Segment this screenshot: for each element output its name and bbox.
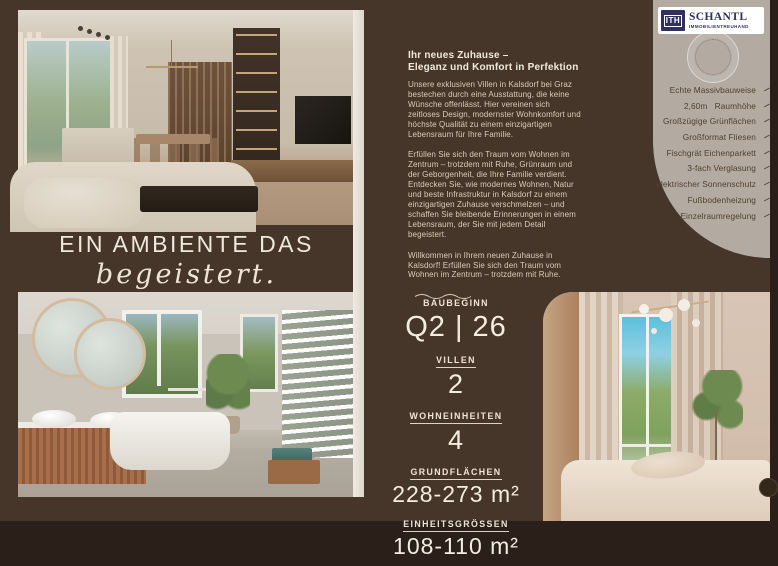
- feature-item: [653, 130, 770, 146]
- feature-label: Großzügige Grünflächen: [662, 116, 756, 127]
- logo-text: [689, 12, 749, 30]
- stat-label: VILLEN: [436, 355, 476, 368]
- stool: [268, 460, 320, 484]
- sofa-cushion: [24, 178, 144, 228]
- feature-item: [653, 114, 770, 130]
- stat-value: 108-110 m²: [393, 532, 519, 559]
- check-icon: [764, 213, 770, 217]
- check-icon: [764, 103, 770, 107]
- seal-stamp-icon: [687, 31, 739, 83]
- feature-label: elektrischer Sonnenschutz: [656, 179, 756, 190]
- globe-chandelier-icon: [639, 304, 649, 314]
- ceiling-spotlights: [78, 26, 83, 31]
- intro-heading: [408, 50, 582, 73]
- feature-list: [653, 83, 770, 224]
- feature-item: [653, 177, 770, 193]
- brand-name: SCHANTL: [689, 10, 748, 23]
- coffee-table: [140, 186, 258, 212]
- seal-inner-ring: [695, 39, 731, 75]
- intro-heading-line2: Eleganz und Komfort in Perfektion: [408, 61, 579, 73]
- feature-label: Einzelraumregelung: [680, 210, 756, 221]
- stat-label: BAUBEGINN: [423, 298, 489, 308]
- company-logo: [658, 7, 764, 34]
- bedroom-photo: [543, 292, 770, 521]
- check-icon: [764, 150, 770, 154]
- intro-text: [408, 50, 582, 300]
- logo-mark-text: ITH: [665, 15, 681, 25]
- check-icon: [764, 166, 770, 170]
- ith-logo-icon: [661, 10, 685, 31]
- shelf-lighting: [236, 34, 277, 172]
- stat-value: Q2 | 26: [405, 310, 507, 343]
- check-icon: [764, 88, 770, 92]
- tagline: [18, 231, 355, 290]
- stat-wohneinheiten: [388, 406, 524, 454]
- project-stats: [388, 293, 524, 566]
- check-icon: [764, 119, 770, 123]
- stat-villen: [388, 350, 524, 398]
- feature-item: [653, 146, 770, 162]
- stat-label: EINHEITSGRÖSSEN: [403, 519, 509, 532]
- feature-label: Echte Massivbauweise: [669, 85, 756, 95]
- pendant-lamp-cord: [171, 40, 172, 67]
- feature-item: [653, 193, 770, 209]
- feature-label: 3-fach Verglasung: [687, 163, 756, 174]
- check-icon: [764, 197, 770, 201]
- feature-item: [653, 83, 770, 99]
- intro-heading-line1: Ihr neues Zuhause –: [408, 50, 509, 61]
- feature-label: Fischgrät Eichenparkett: [666, 147, 756, 158]
- feature-item: [653, 209, 770, 225]
- living-room-photo: [18, 10, 353, 225]
- check-icon: [764, 182, 770, 186]
- page-turn-button[interactable]: [759, 478, 778, 497]
- plant: [206, 354, 250, 418]
- feature-item: [653, 99, 770, 115]
- towel-radiator: [282, 310, 353, 458]
- stat-label: WOHNEINHEITEN: [410, 411, 503, 424]
- stat-value: 228-273 m²: [392, 480, 520, 507]
- check-icon: [764, 135, 770, 139]
- tagline-line2: begeistert.: [95, 259, 278, 290]
- feature-label: 2,60m Raumhöhe: [683, 100, 756, 111]
- window-mullion: [157, 314, 161, 386]
- pendant-lamp: [146, 66, 198, 68]
- tagline-line1: EIN AMBIENTE DAS: [59, 231, 314, 257]
- stat-grundflaechen: [388, 462, 524, 506]
- tv-screen: [295, 96, 351, 144]
- brand-subtitle: IMMOBILIENTREUHAND: [689, 23, 749, 29]
- intro-paragraph-1: Unsere exklusiven Villen in Kalsdorf bei Graz bestechen durch eine Ausstattung, die keine Wünsche offenlässt. Hier vereinen sich zeitloses Design, modernster Wohnkomfort und höchste Qualität zu einem einzigartigen Lebensraum für Ihre Familie.: [408, 80, 581, 139]
- feature-label: Fußbodenheizung: [687, 194, 756, 205]
- stat-einheitsgroessen: [388, 514, 524, 558]
- intro-paragraph-2: Erfüllen Sie sich den Traum vom Wohnen im Zentrum – trotzdem mit Ruhe, Grünraum und der Geborgenheit, die Ihre Familie verdient. Entdecken Sie, wie modernes Wohnen, Natur und beste Infrastruktur in Kalsdorf zu einem einzigartigen Zuhause verschmelzen – und schaffen Sie bleibende Erinnerungen in einem Lebensraum, der Sie mit jedem Detail begeistert.: [408, 150, 576, 239]
- bathroom-photo: [18, 292, 353, 497]
- balcony-rail: [619, 444, 675, 447]
- vessel-sink: [32, 410, 76, 428]
- intro-paragraph-3: Willkommen in Ihrem neuen Zuhause in Kalsdorf! Erfüllen Sie sich den Traum vom Wohnen im Zentrum – trotzdem mit Ruhe.: [408, 250, 562, 280]
- dining-table: [136, 134, 210, 144]
- stat-label: GRUNDFLÄCHEN: [410, 467, 501, 480]
- plant: [691, 370, 743, 450]
- stat-baubeginn: [388, 293, 524, 342]
- bathtub: [110, 412, 230, 470]
- stat-value: 4: [447, 424, 465, 455]
- feature-label: Großformat Fliesen: [682, 132, 756, 143]
- round-mirror: [74, 318, 146, 390]
- feature-panel: [653, 0, 770, 258]
- feature-item: [653, 161, 770, 177]
- stat-value: 2: [447, 368, 465, 399]
